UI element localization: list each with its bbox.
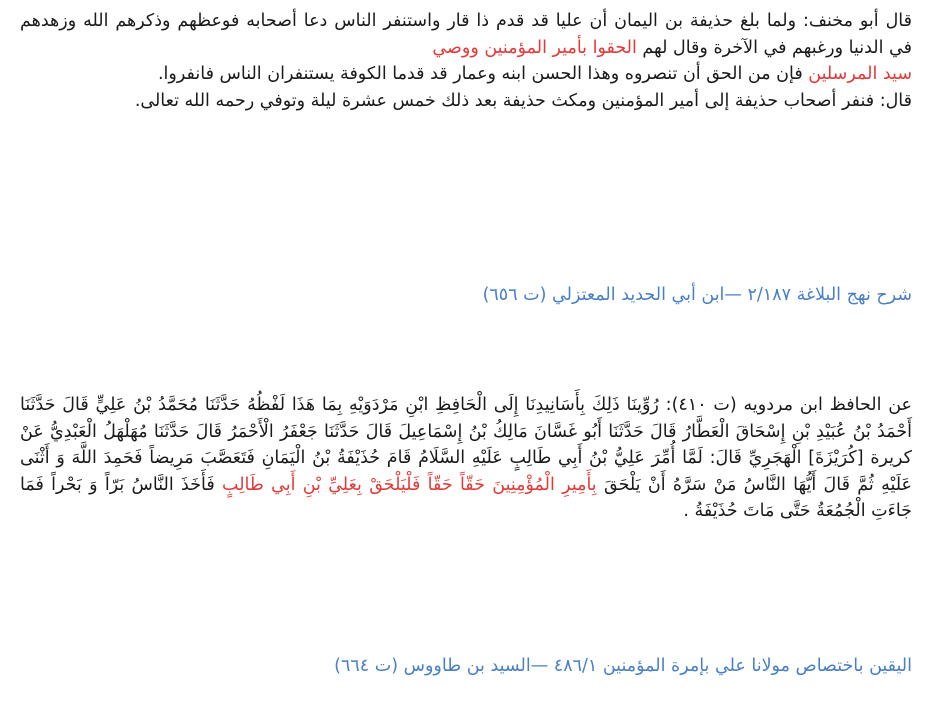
- paragraph-abu-mikhnaf: [20, 8, 912, 88]
- citation-sharh-nahj: شرح نهج البلاغة ٢/١٨٧ —ابن أبي الحديد المعتزلي (ت ٦٥٦): [482, 285, 912, 305]
- hadith-text-part-1: عن الحافظ ابن مردويه (ت ٤١٠): رُوِّينَا ذَلِكَ بِأَسَانِيدِنَا إِلَى الْحَافِظِ ابْنِ مَرْدَوَيْهِ بِمَا هَذَا لَفْظُهُ حَدَّثَنَا مُحَمَّدُ بْنُ عَلِيٍّ قَالَ حَدَّثَنَا أَحْمَدُ بْنُ عُبَيْدِ بْنِ إِسْحَاقَ الْعَطَّارُ قَالَ حَدَّثَنَا أَبُو غَسَّانَ مَالِكُ بْنُ إِسْمَاعِيلَ قَالَ حَدَّثَنَا جَعْفَرُ الْأَحْمَرُ قَالَ حَدَّثَنَا مُهَلْهَلُ الْعَبْدِيُّ عَنْ كريرة [كُرَيْزَةَ] الْهَجَرِيِّ قَالَ: لَمَّا أُمِّرَ عَلِيُّ بْنُ أَبِي طَالِبٍ عَلَيْهِ السَّلَامُ قَامَ حُذَيْفَةُ بْنُ الْيَمَانِ فَتَعَصَّبَ مَرِيضاً فَحَمِدَ اللَّهَ وَ أَثْنَى عَلَيْهِ ثُمَّ قَالَ أَيُّهَا النَّاسُ مَنْ سَرَّهُ أَنْ يَلْحَقَ: [20, 395, 912, 495]
- citation-al-yaqin: اليقين باختصاص مولانا علي بإمرة المؤمنين ٤٨٦/١ —السيد بن طاووس (ت ٦٦٤): [334, 656, 912, 676]
- passage-abu-mikhnaf: [20, 8, 912, 114]
- passage-ibn-marduwayh: [20, 392, 912, 525]
- passage-1-line-2: فوعظهم وذكرهم الله وزهدهم في الدنيا ورغبهم في الآخرة وقال لهم: [20, 11, 912, 58]
- paragraph-hadith: [20, 392, 912, 525]
- passage-1-line-3: فإن من الحق أن تنصروه وهذا الحسن ابنه وعمار قد قدما الكوفة يستنفران الناس فانفروا.: [157, 64, 803, 84]
- highlight-quote-part-1: الحقوا بأمير المؤمنين ووصي: [432, 37, 637, 58]
- hadith-highlight: بِأَمِيرِ الْمُؤْمِنِينَ حَقّاً حَقّاً فَلْيَلْحَقْ بِعَلِيِّ بْنِ أَبِي طَالِبٍ: [222, 474, 597, 495]
- paragraph-hudhayfa-death: قال: فنفر أصحاب حذيفة إلى أمير المؤمنين ومكث حذيفة بعد ذلك خمس عشرة ليلة وتوفي رحمه الله تعالى.: [134, 90, 912, 111]
- highlight-quote-part-2: سيد المرسلين: [808, 64, 912, 84]
- hadith-text-part-2: فَأَخَذَ النَّاسُ بَرّاً وَ بَحْراً فَمَا جَاءَتِ الْجُمُعَةُ حَتَّى مَاتَ حُذَيْفَةُ .: [20, 474, 912, 521]
- passage-1-line-1: قال أبو مخنف: ولما بلغ حذيفة بن اليمان أن عليا قد قدم ذا قار واستنفر الناس دعا أصحابه: [246, 11, 912, 31]
